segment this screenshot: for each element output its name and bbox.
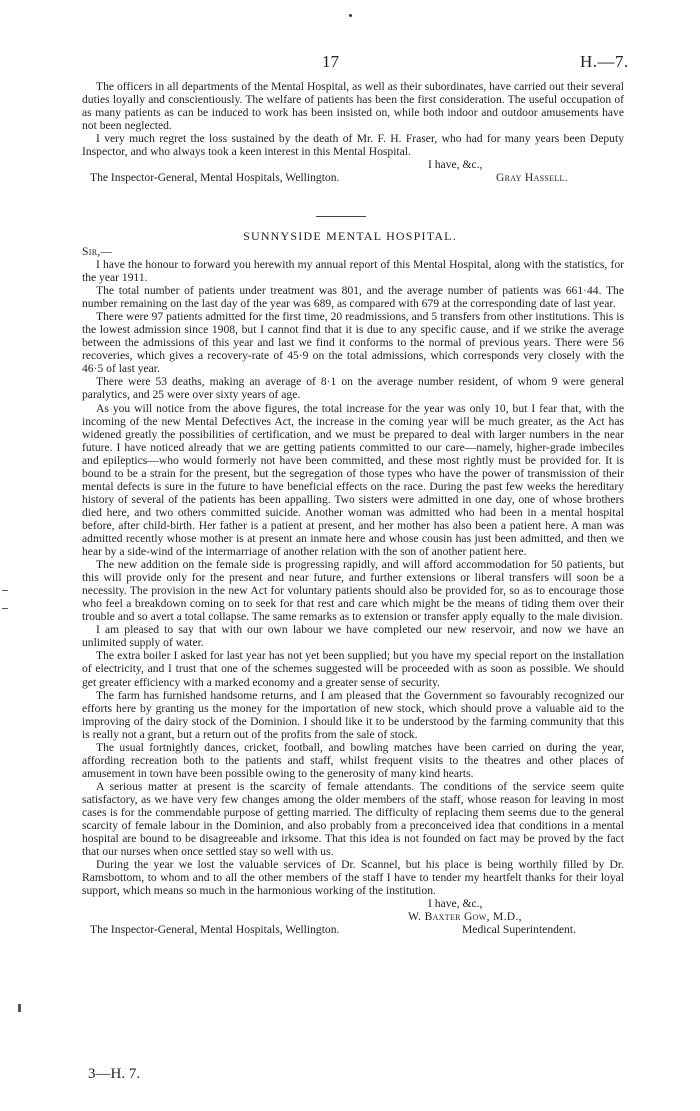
margin-mark bbox=[2, 608, 8, 609]
signature-title-line bbox=[82, 923, 624, 936]
signatory: Gray Hassell. bbox=[496, 171, 568, 185]
paragraph: The usual fortnightly dances, cricket, football, and bowling matches have been carried on during the year, affording recreation both to the patients and staff, whilst frequent visits to the theatres and other places of amusement in town have been possible owing to the generosity of many kind hearts. bbox=[82, 740, 624, 780]
paragraph: The officers in all departments of the Mental Hospital, as well as their subordinates, have carried out their several duties loyally and conscientiously. The welfare of patients has been the first consideration. The useful occupation of as many patients as can be induced to work has been insisted on, while both indoor and outdoor amusements have not been neglected. bbox=[82, 80, 624, 133]
closing-line bbox=[82, 897, 624, 910]
paragraph: The extra boiler I asked for last year has not yet been supplied; but you have my special report on the installation of electricity, and I trust that one of the schemes suggested will be proceeded with as soon as possible. We should get greater efficiency with a marked economy and a greater sense of security. bbox=[82, 649, 624, 689]
paragraph: The total number of patients under treatment was 801, and the average number of patients was 661·44. The number remaining on the last day of the year was 689, as compared with 679 at the corresponding date of last year. bbox=[82, 284, 624, 311]
signature-line bbox=[82, 910, 624, 923]
previous-report-section bbox=[82, 80, 624, 184]
addressee: The Inspector-General, Mental Hospitals, Wellington. bbox=[90, 923, 340, 937]
paragraph: During the year we lost the valuable services of Dr. Scannel, but his place is being worthily filled by Dr. Ramsbottom, to whom and to all the other members of the staff I have to tender my heartfelt thanks for their loyal support, which means so much in the harmonious working of the institution. bbox=[82, 858, 624, 898]
closing: I have, &c., bbox=[428, 897, 483, 911]
signatory-title: Medical Superintendent. bbox=[462, 923, 576, 937]
page-number: 17 bbox=[322, 52, 339, 71]
paragraph: As you will notice from the above figures, the total increase for the year was only 10, but I fear that, with the incoming of the new Mental Defectives Act, the increase in the coming year will be much greater, as the Act has widened greatly the possibilities of certification, and we must be prepared to deal with larger numbers in the near future. I have noticed already that we are getting patients committed to our care—namely, higher-grade imbeciles and epileptics—who would formerly not have been committed, and these most rightly must be provided for. It is bound to be a strain for the present, but the segregation of those types who have the power of transmission of their mental defects is sure in the future to have beneficial effects on the race. During the past few weeks the hereditary history of several of the patients has been appalling. Two sisters were admitted in one day, one of whose brothers died here, and two others committed suicide. Another woman was admitted who had been in a mental hospital before, after child-birth. Her father is a patient at present, and her mother has also been a patient here. A man was admitted recently whose mother is at present an inmate here and whose cousin has just been admitted, and then we hear by a side-wind of the intermarriage of another relation with the son of another patient here. bbox=[82, 401, 624, 559]
addressee: The Inspector-General, Mental Hospitals, Wellington. bbox=[90, 171, 340, 185]
report-title: SUNNYSIDE MENTAL HOSPITAL. bbox=[243, 229, 457, 243]
closing-line bbox=[82, 158, 624, 171]
sheet-reference: 3—H. 7. bbox=[88, 1066, 141, 1082]
closing: I have, &c., bbox=[428, 158, 483, 172]
section-divider bbox=[316, 216, 366, 217]
margin-mark bbox=[2, 590, 8, 591]
paragraph: The new addition on the female side is progressing rapidly, and will afford accommodation for 50 patients, but this will provide only for the present and near future, and further extensions or liberal transfers will soon be a necessity. The provision in the new Act for voluntary patients should also be provided for, so as to encourage those who feel a breakdown coming on to seek for that rest and care which might be the means of tiding them over their trouble and so avert a total collapse. The same remarks as to extension or transfer apply equally to the male division. bbox=[82, 558, 624, 624]
salutation: Sir,— bbox=[82, 245, 113, 258]
paragraph: A serious matter at present is the scarcity of female attendants. The conditions of the service seem quite satisfactory, as we have very few changes among the older members of the staff, whose reason for leaving in most cases is for the commendable purpose of getting married. The difficulty of replacing them seems due to the general scarcity of female labour in the Dominion, and also probably from a preconceived idea that conditions in a mental hospital are bound to be disagreeable and irksome. That this idea is not founded on fact may be proved by the fact that our nurses when once settled stay so well with us. bbox=[82, 779, 624, 859]
document-code: H.—7. bbox=[580, 52, 629, 71]
paragraph: There were 97 patients admitted for the first time, 20 readmissions, and 5 transfers from other institutions. This is the lowest admission since 1908, but I cannot find that it is due to any specific cause, and if we strike the average between the admissions of this year and last we find it conforms to the normal of previous years. There were 56 recoveries, which gives a recovery-rate of 45·9 on the total admissions, which corresponds very closely with the 46·5 of last year. bbox=[82, 310, 624, 376]
margin-mark bbox=[18, 1004, 21, 1012]
printer-mark bbox=[349, 14, 352, 17]
paragraph: The farm has furnished handsome returns, and I am pleased that the Government so favourably recognized our efforts here by granting us the money for the importation of new stock, which should prove a valuable aid to the improving of the dairy stock of the Dominion. I should like it to be understood by the farming community that this is really not a grant, but a return out of the profits from the sale of stock. bbox=[82, 688, 624, 741]
paragraph: There were 53 deaths, making an average of 8·1 on the average number resident, of whom 9 were general paralytics, and 25 were over sixty years of age. bbox=[82, 375, 624, 402]
signature-line bbox=[82, 171, 624, 184]
paragraph: I have the honour to forward you herewith my annual report of this Mental Hospital, along with the statistics, for the year 1911. bbox=[82, 258, 624, 285]
report-body bbox=[82, 245, 624, 936]
signatory: W. Baxter Gow, M.D., bbox=[408, 910, 522, 924]
paragraph: I am pleased to say that with our own labour we have completed our new reservoir, and now we have an unlimited supply of water. bbox=[82, 623, 624, 650]
paragraph: I very much regret the loss sustained by the death of Mr. F. H. Fraser, who had for many years been Deputy Inspector, and who always took a keen interest in this Mental Hospital. bbox=[82, 132, 624, 159]
